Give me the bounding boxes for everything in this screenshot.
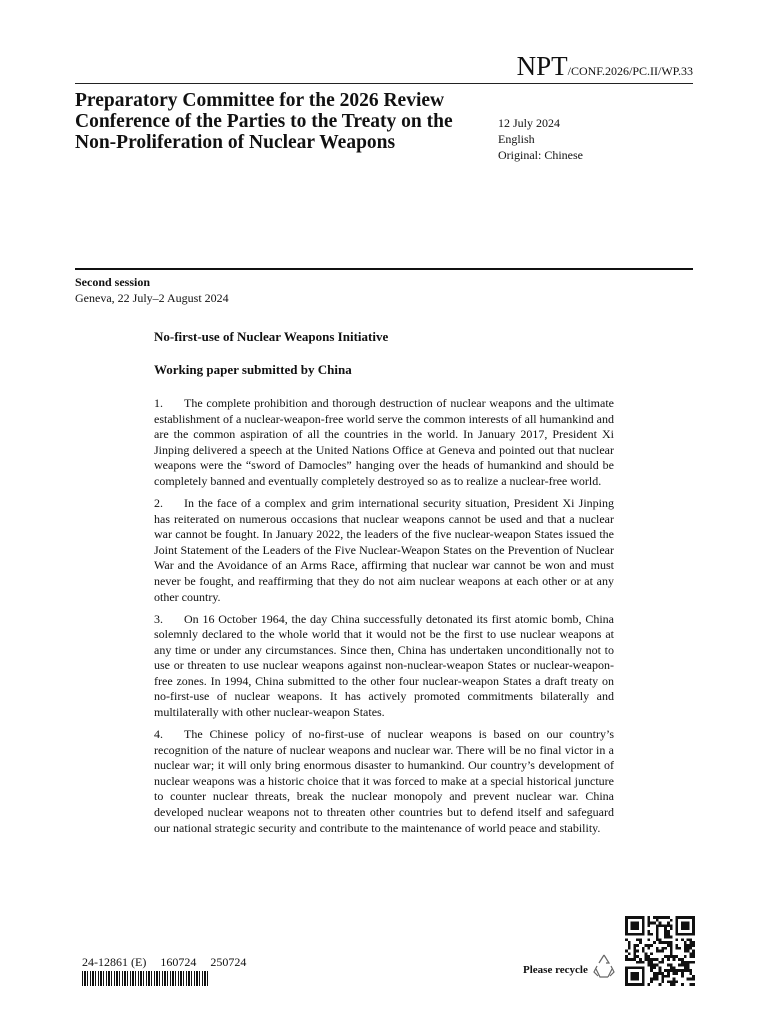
paragraph-text: In the face of a complex and grim international security situation, President Xi Jinping has reiterated on numerous occasions that nuclear weapons cannot be used and that a nuclear war cannot be fought. In January 2022, the leaders of the five nuclear-weapon States issued the Joint Statement of the Leaders of the Five Nuclear-Weapon States on the Prevention of Nuclear War and the Avoidance of an Arms Race, affirming that nuclear war cannot be won and must never be fought, and reaffirming that they do not aim nuclear weapons at each other or at any other country. bbox=[154, 495, 614, 604]
recycle-label: Please recycle bbox=[523, 964, 588, 976]
barcode-icon bbox=[82, 971, 210, 986]
paragraph-text: The Chinese policy of no-first-use of nuclear weapons is based on our country’s recognition of the nature of nuclear weapons and nuclear war. There will be no final victor in a nuclear war; it will only bring enormous disaster to humankind. Our country’s development of nuclear weapons was a historic choice that it was forced to make at a special historical juncture to counter nuclear threats, break the nuclear monopoly and prevent nuclear war. China developed nuclear weapons not to threaten other countries but to defend itself and safeguard our national strategic security and contribute to the maintenance of world peace and stability. bbox=[154, 727, 614, 835]
job-number-code: 24-12861 (E) bbox=[82, 955, 147, 969]
document-meta bbox=[498, 115, 583, 163]
paragraph-number: 3. bbox=[154, 611, 163, 626]
document-language: English bbox=[498, 132, 535, 146]
document-symbol-prefix: NPT bbox=[516, 51, 568, 81]
paragraph bbox=[154, 727, 614, 836]
qr-code-icon bbox=[625, 916, 695, 986]
document-symbol-suffix: /CONF.2026/PC.II/WP.33 bbox=[567, 64, 693, 78]
job-date-2: 250724 bbox=[210, 955, 247, 969]
session-place-date: Geneva, 22 July–2 August 2024 bbox=[75, 291, 229, 305]
paragraph-number: 2. bbox=[154, 495, 163, 510]
session-info bbox=[75, 274, 229, 306]
paragraph-number: 1. bbox=[154, 396, 163, 410]
paragraph-text: On 16 October 1964, the day China successfully detonated its first atomic bomb, China solemnly declared to the whole world that it would not be the first to use nuclear weapons at any time or under any circumstances. Since then, China has undertaken unconditionally not to use or threaten to use nuclear weapons against non-nuclear-weapon States or nuclear-weapon-free zones. In 1994, China submitted to the other four nuclear-weapon States a draft treaty on no-first-use of nuclear weapons. It has actively promoted commitments bilaterally and multilaterally with other nuclear-weapon States. bbox=[154, 611, 614, 720]
header-divider bbox=[75, 268, 693, 270]
paragraph bbox=[154, 396, 614, 490]
paragraph-text: The complete prohibition and thorough destruction of nuclear weapons and the ultimate establishment of a nuclear-weapon-free world serve the common interests of all humankind and are the common aspiration of all the countries in the world. In January 2017, President Xi Jinping delivered a speech at the United Nations Office at Geneva and pointed out that nuclear weapons were the “sword of Damocles” hanging over the heads of humankind and should be completely banned and eventually completely destroyed so as to realize a nuclear-free world. bbox=[154, 396, 614, 488]
paragraph-number: 4. bbox=[154, 727, 163, 742]
document-title: No-first-use of Nuclear Weapons Initiative bbox=[154, 329, 389, 344]
recycle-icon bbox=[592, 952, 616, 980]
session-title: Second session bbox=[75, 275, 151, 289]
committee-title: Preparatory Committee for the 2026 Review Conference of the Parties to the Treaty on the Non-Proliferation of Nuclear Weapons bbox=[75, 90, 453, 153]
job-number bbox=[82, 955, 260, 970]
document-body bbox=[154, 396, 614, 843]
paragraph bbox=[154, 612, 614, 721]
document-original-language: Original: Chinese bbox=[498, 148, 583, 162]
document-symbol bbox=[75, 48, 693, 84]
document-subtitle: Working paper submitted by China bbox=[154, 362, 352, 377]
job-date-1: 160724 bbox=[160, 955, 197, 969]
document-date: 12 July 2024 bbox=[498, 116, 561, 130]
paragraph bbox=[154, 496, 614, 605]
